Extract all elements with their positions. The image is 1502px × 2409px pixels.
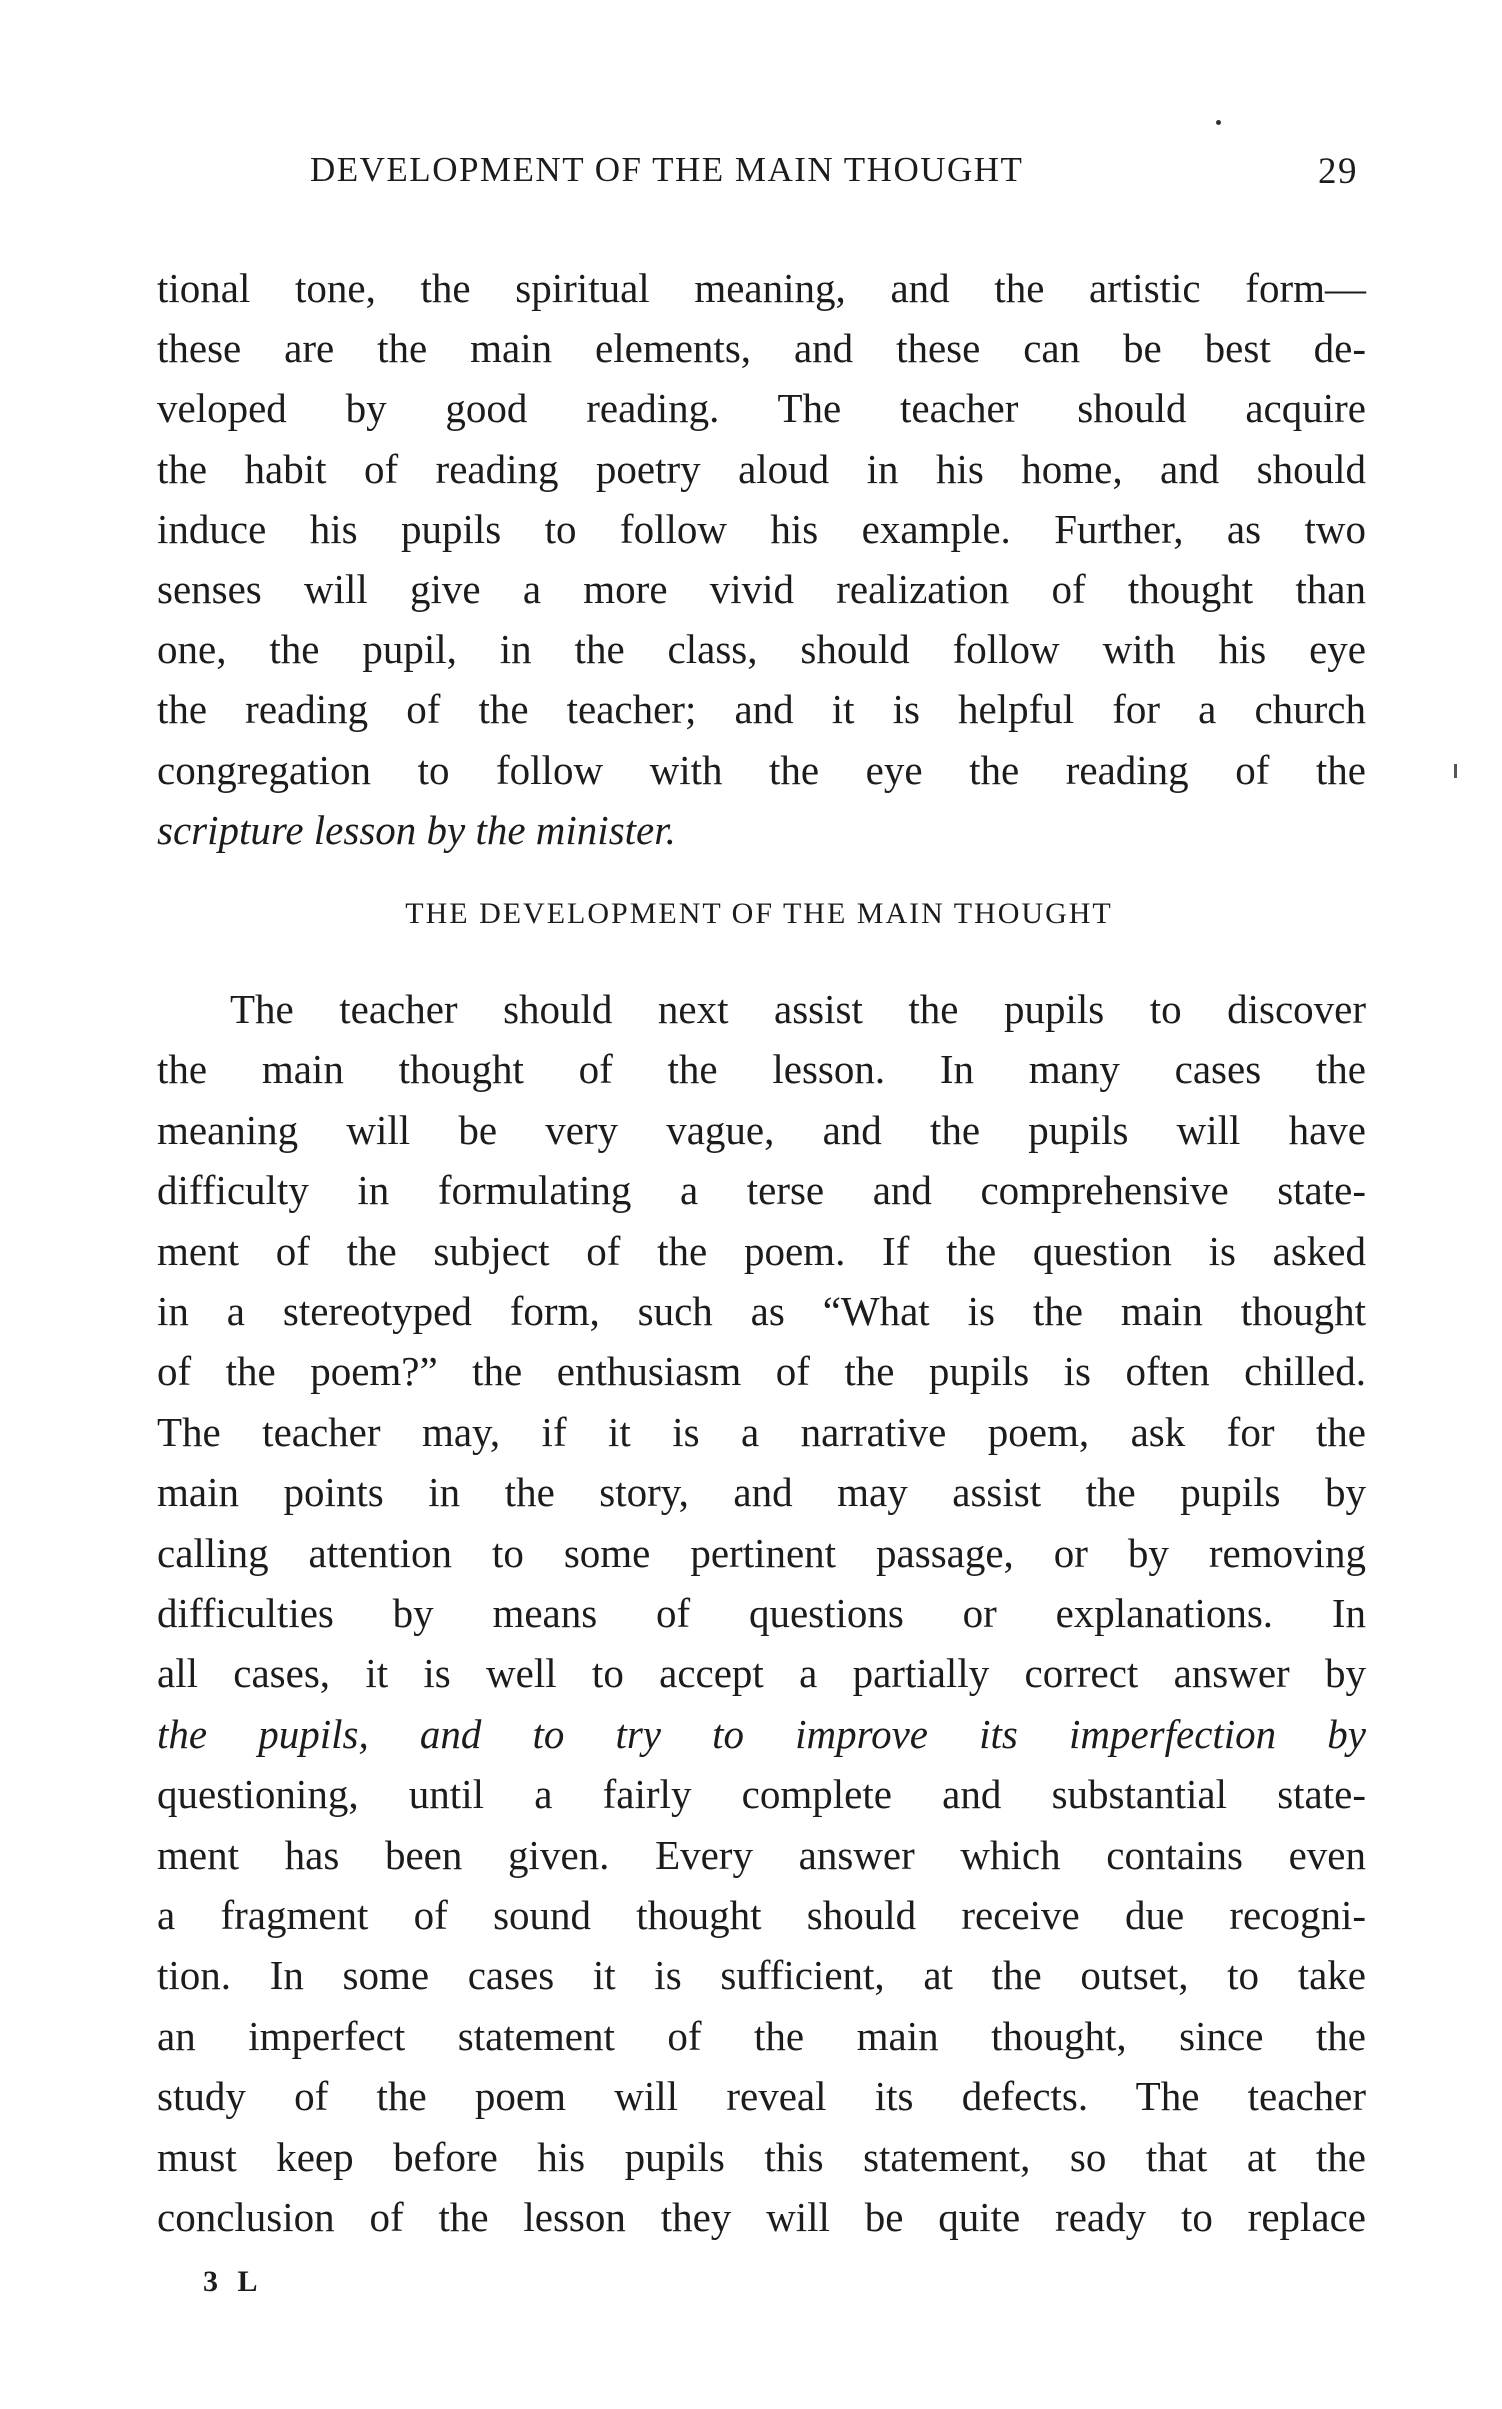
text-line: an imperfect statement of the main thought, since the [157,2012,1366,2059]
text-line: all cases, it is well to accept a partially correct answer by [157,1650,1366,1697]
text-line: scripture lesson by the minister. [157,806,676,853]
text-line: veloped by good reading. The teacher should acquire [157,385,1366,432]
text-line: conclusion of the lesson they will be quite ready to replace [157,2194,1366,2240]
text-line: the habit of reading poetry aloud in his home, and should [157,445,1366,492]
text-line: The teacher may, if it is a narrative poem, ask for the [157,1408,1366,1455]
scan-speck [1216,120,1221,125]
text-line: the main thought of the lesson. In many cases the [157,1046,1366,1093]
text-line: induce his pupils to follow his example. Further, as two [157,505,1366,552]
signature-mark: 3 L [203,2265,264,2298]
text-line: senses will give a more vivid realization of thought than [157,566,1366,612]
text-line: the pupils, and to try to improve its imperfection by [157,1710,1366,1757]
text-line: the reading of the teacher; and it is helpful for a church [157,686,1366,733]
text-line: one, the pupil, in the class, should follow with his eye [157,626,1366,673]
text-line: in a stereotyped form, such as “What is the main thought [157,1288,1366,1334]
text-line: ment has been given. Every answer which contains even [157,1831,1366,1878]
text-line: must keep before his pupils this statement, so that at the [157,2133,1366,2180]
text-line: congregation to follow with the eye the reading of the [157,746,1366,793]
text-line: calling attention to some pertinent passage, or by removing [157,1529,1366,1576]
text-line: main points in the story, and may assist the pupils by [157,1469,1366,1516]
scan-mark [1454,764,1457,778]
text-line: these are the main elements, and these can be best de- [157,325,1366,372]
text-line: ment of the subject of the poem. If the question is asked [157,1227,1366,1274]
text-line: difficulties by means of questions or explanations. In [157,1590,1366,1636]
text-line: of the poem?” the enthusiasm of the pupils is often chilled. [157,1348,1366,1395]
text-line: study of the poem will reveal its defects. The teacher [157,2073,1366,2120]
text-line: The teacher should next assist the pupils to discover [230,986,1366,1032]
page-number: 29 [1318,151,1358,192]
text-line: a fragment of sound thought should receive due recogni- [157,1892,1366,1938]
text-line: meaning will be very vague, and the pupils will have [157,1106,1366,1153]
text-line: questioning, until a fairly complete and substantial state- [157,1771,1366,1818]
text-line: tional tone, the spiritual meaning, and the artistic form— [157,265,1366,311]
text-line: tion. In some cases it is sufficient, at the outset, to take [157,1952,1366,1999]
running-head: DEVELOPMENT OF THE MAIN THOUGHT [310,150,1024,189]
text-line: difficulty in formulating a terse and comprehensive state- [157,1167,1366,1214]
section-heading: THE DEVELOPMENT OF THE MAIN THOUGHT [405,897,1113,930]
